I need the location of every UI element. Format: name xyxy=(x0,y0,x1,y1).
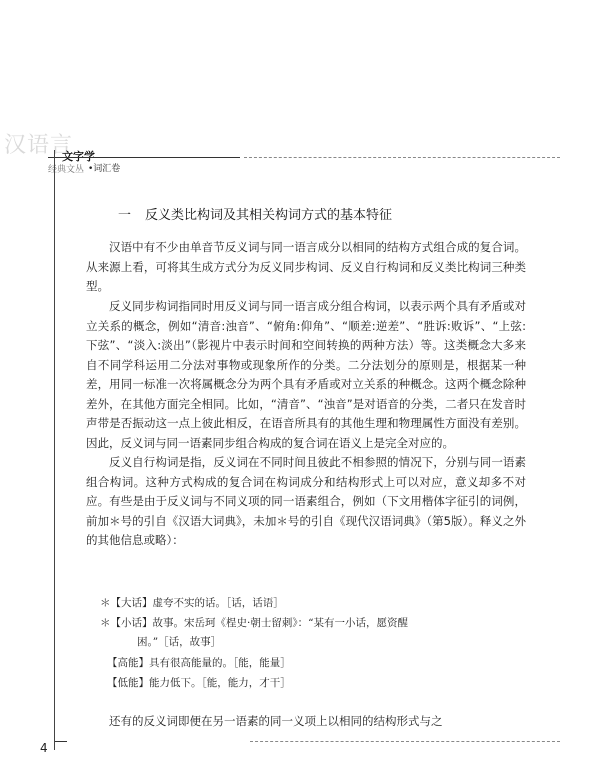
paragraph: 汉语中有不少由单音节反义词与同一语言成分以相同的结构方式组合成的复合词。从来源上看，可将其生成方式分为反义同步构词、反义自行构词和反义类比构词三种类型。 xyxy=(86,240,526,293)
paragraph: 反义同步构词指同时用反义词与同一语言成分组合构词，以表示两个具有矛盾或对立关系的概念，例如“清音:浊音”、“俯角:仰角”、“顺差:逆差”、“胜诉:败诉”、“上弦:下弦”、“淡入:淡出”（影视片中表示时间和空间转换的两种方法）等。这类概念大多来自不同学科运用二分法对事物或现象所作的分类。二分法划分的原则是，根据某一种差，用同一标准一次将属概念分为两个具有矛盾或对立关系的种概念。这两个概念除种差外，在其他方面完全相同。比如，“清音”、“浊音”是对语音的分类，二者只在发音时声带是否振动这一点上彼此相反，在语音所具有的其他生理和物理属性方面没有差别。因此，反义词与同一语素同步组合构成的复合词在语义上是完全对应的。 xyxy=(86,299,526,450)
paragraph: 还有的反义词即便在另一语素的同一义项上以相同的结构形式与之 xyxy=(109,714,443,728)
header-rule xyxy=(48,157,240,158)
dictionary-entry-continuation: 困。”［话，故事］ xyxy=(137,636,222,648)
page-number: 4 xyxy=(40,741,48,755)
section-number: 一 xyxy=(118,208,132,223)
dictionary-entry: 【高能】具有很高能量的。［能，能量］ xyxy=(107,657,291,669)
dictionary-entry: ＊【小话】故事。宋岳珂《桯史·朝士留刺》：“某有一小话，愿资醒 xyxy=(100,617,408,629)
header-series-title: 文字学 xyxy=(62,150,95,163)
section-title-text: 反义类比构词及其相关构词方式的基本特征 xyxy=(145,208,393,223)
paragraph: 反义自行构词是指，反义词在不同时间且彼此不相参照的情况下，分别与同一语素组合构词。这种方式构成的复合词在构词成分和结构形式上可以对应，意义却多不对应。有些是由于反义词与不同义项的同一语素组合，例如（下文用楷体字征引的词例，前加＊号的引自《汉语大词典》，未加＊号的引自《现代汉语词典》（第5版）。释义之外的其他信息或略）： xyxy=(86,455,526,547)
header-watermark: 汉语言 xyxy=(4,133,74,158)
section-title xyxy=(118,204,392,223)
header-dashed-rule xyxy=(244,157,560,158)
dictionary-entry: ＊【大话】虚夸不实的话。［话，话语］ xyxy=(100,597,284,609)
header-volume-label: •词汇卷 xyxy=(88,164,121,174)
footer-dashed-rule xyxy=(250,741,560,742)
header-series-subtitle: 经典文丛 xyxy=(48,165,85,175)
footer-rule xyxy=(55,741,67,742)
dictionary-entry: 【低能】能力低下。［能，能力，才干］ xyxy=(107,677,291,689)
margin-vertical-line xyxy=(54,150,55,750)
